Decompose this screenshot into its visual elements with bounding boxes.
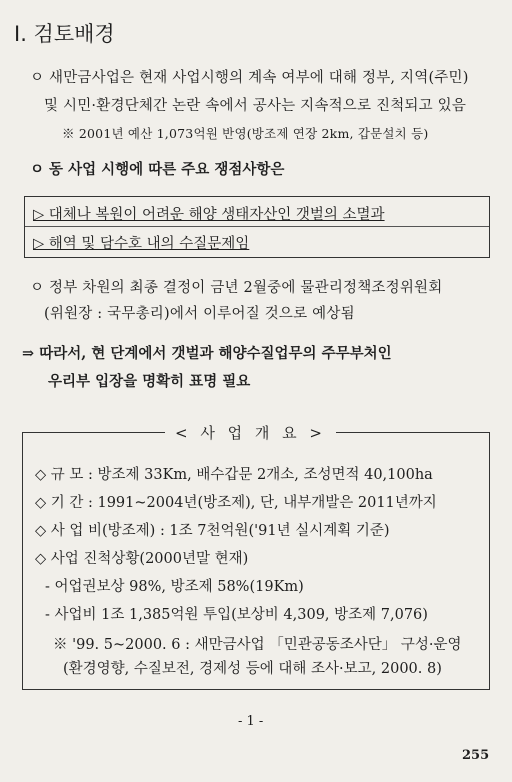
paragraph-line: 및 시민·환경단체간 논란 속에서 공사는 지속적으로 진척되고 있음 xyxy=(44,98,467,114)
summary-subitem: - 어업권보상 98%, 방조제 58%(19Km) xyxy=(45,579,304,595)
summary-note: (환경영향, 수질보전, 경제성 등에 대해 조사·보고, 2000. 8) xyxy=(63,661,442,677)
section-heading: Ⅰ. 검토배경 xyxy=(14,22,115,46)
divider xyxy=(25,226,489,227)
paragraph-line: ㅇ 새만금사업은 현재 사업시행의 계속 여부에 대해 정부, 지역(주민) xyxy=(30,70,469,86)
conclusion-line: 우리부 입장을 명확히 표명 필요 xyxy=(48,373,251,390)
issue-item: ▷ 대체나 복원이 어려운 해양 생태자산인 갯벌의 소멸과 xyxy=(33,207,385,223)
summary-title: < 사 업 개 요 > xyxy=(165,422,336,443)
conclusion-line: ⇒ 따라서, 현 단계에서 갯벌과 해양수질업무의 주무부처인 xyxy=(22,345,392,362)
issues-box xyxy=(24,196,490,258)
summary-item: ◇ 사 업 비(방조제) : 1조 7천억원('91년 실시계획 기준) xyxy=(35,523,390,539)
paragraph-line: ㅇ 동 사업 시행에 따른 주요 쟁점사항은 xyxy=(30,161,285,178)
issue-item: ▷ 해역 및 담수호 내의 수질문제임 xyxy=(33,236,250,252)
page-number: 255 xyxy=(462,748,490,763)
summary-box xyxy=(22,424,490,690)
paragraph-line: (위원장 : 국무총리)에서 이루어질 것으로 예상됨 xyxy=(44,306,355,322)
summary-item: ◇ 기 간 : 1991~2004년(방조제), 단, 내부개발은 2011년까지 xyxy=(35,495,437,511)
summary-item: ◇ 규 모 : 방조제 33Km, 배수갑문 2개소, 조성면적 40,100ha xyxy=(35,467,433,483)
paragraph-line: ㅇ 정부 차원의 최종 결정이 금년 2월중에 물관리정책조정위원회 xyxy=(30,280,443,296)
footnote: ※ 2001년 예산 1,073억원 반영(방조제 연장 2km, 갑문설치 등) xyxy=(62,126,429,141)
summary-item: ◇ 사업 진척상황(2000년말 현재) xyxy=(35,551,249,567)
summary-note: ※ '99. 5~2000. 6 : 새만금사업 「민관공동조사단」 구성·운영 xyxy=(53,637,462,653)
summary-subitem: - 사업비 1조 1,385억원 투입(보상비 4,309, 방조제 7,076) xyxy=(45,607,428,623)
page-label: - 1 - xyxy=(238,714,264,729)
